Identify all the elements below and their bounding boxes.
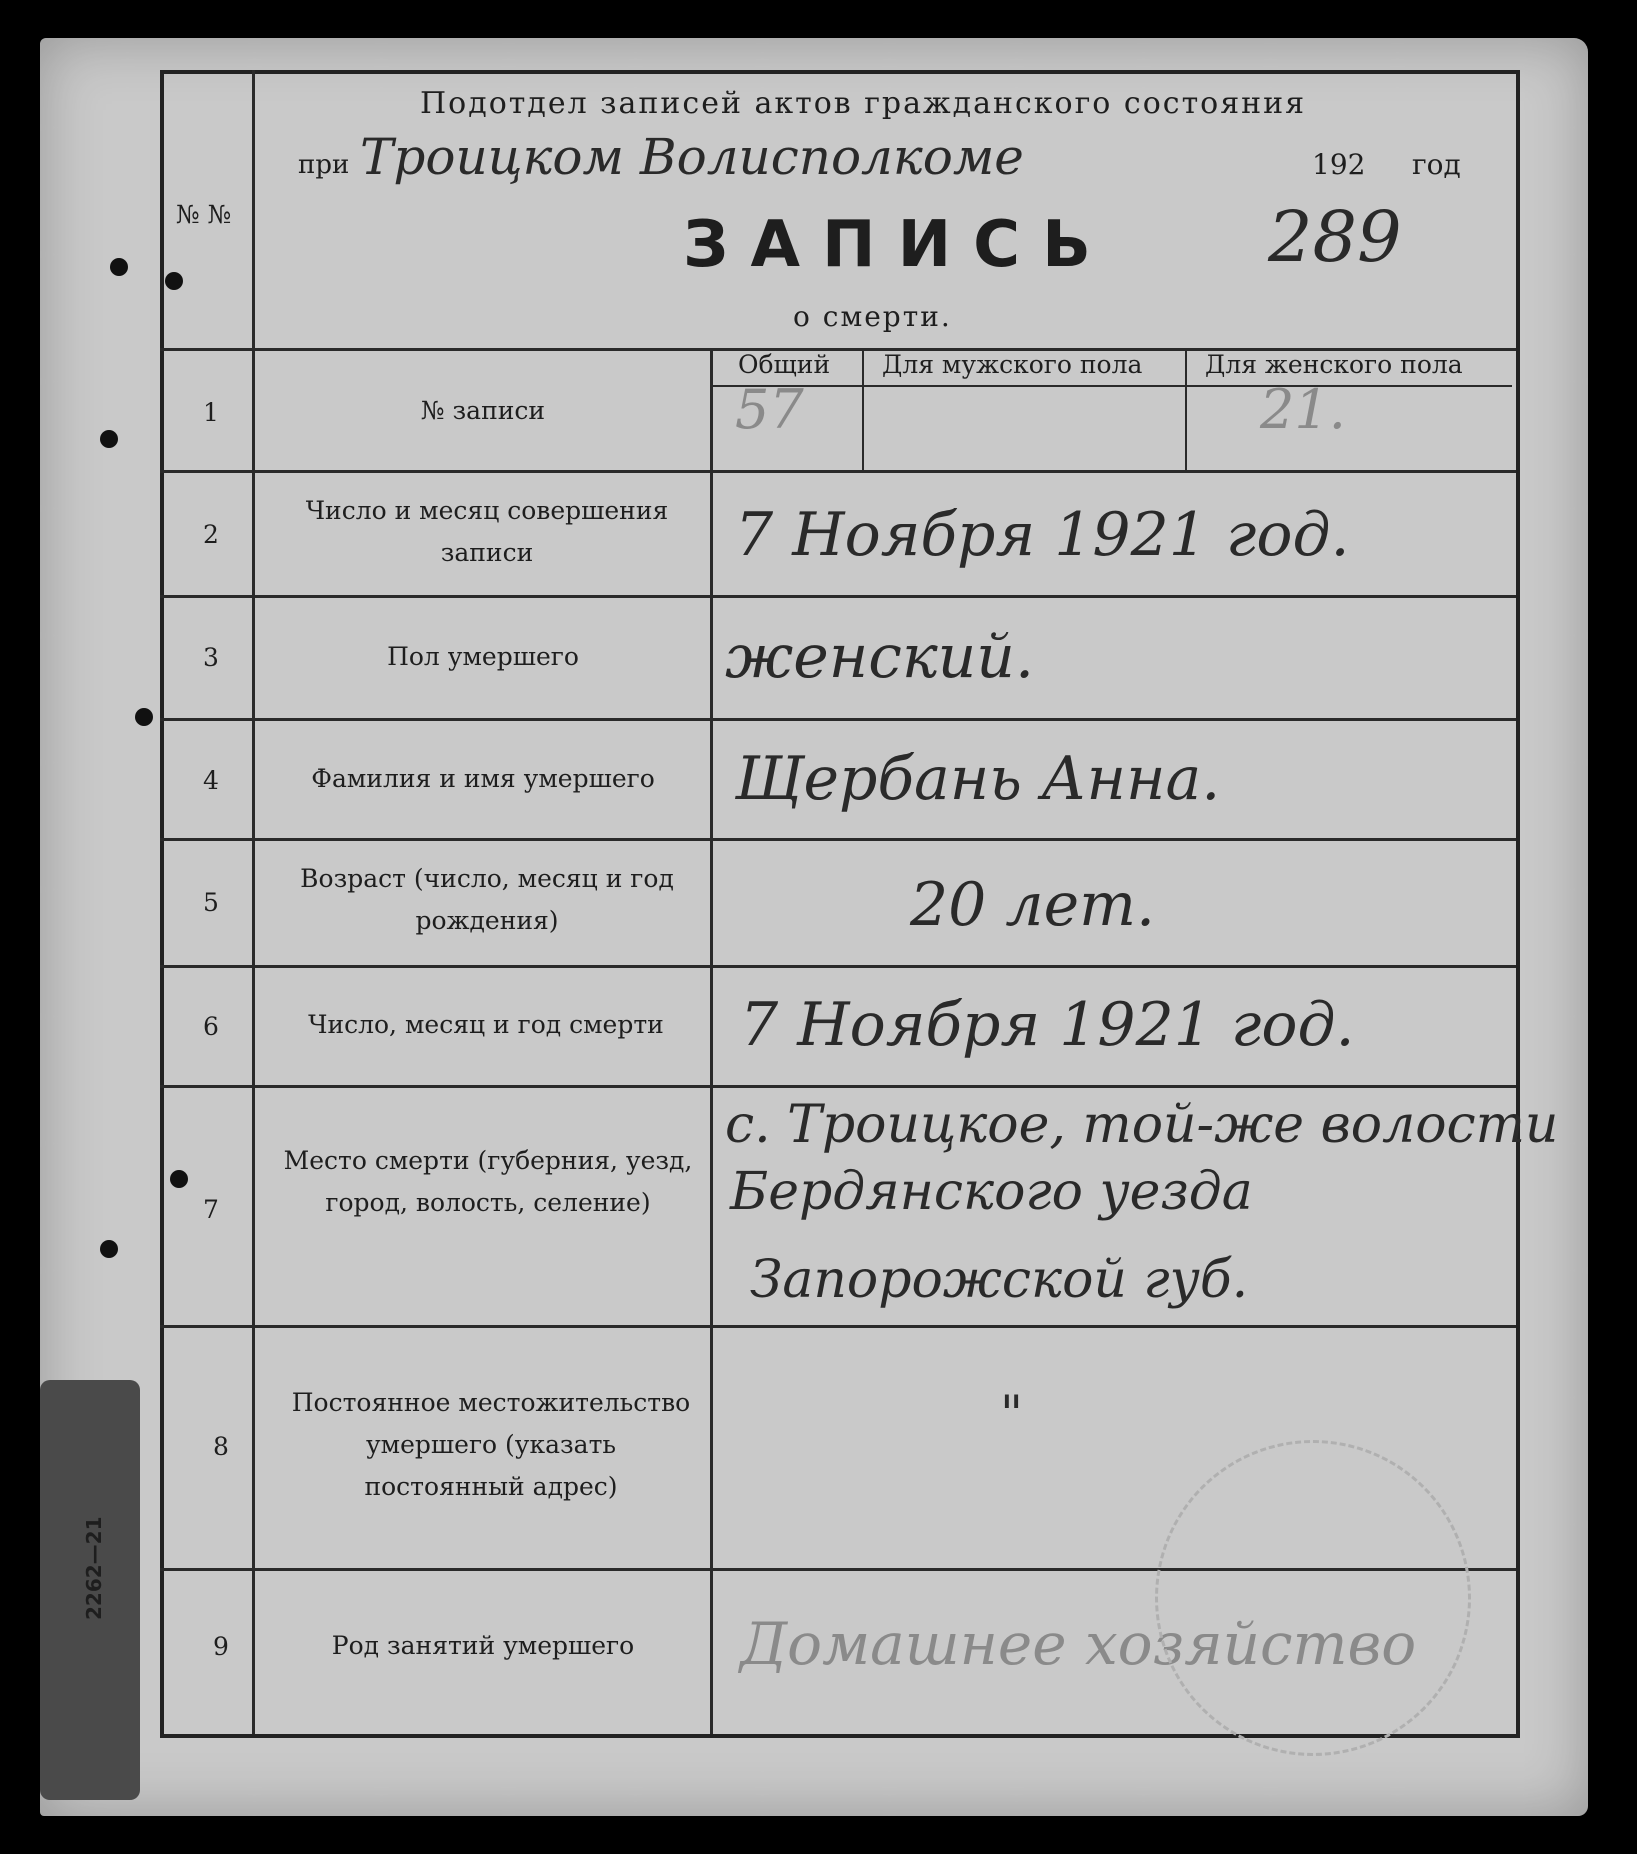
row-number: 1: [203, 398, 219, 427]
page-title: ЗАПИСЬ: [683, 208, 1113, 282]
residence-ditto-handwritten: ": [1000, 1385, 1023, 1443]
official-stamp: [1155, 1440, 1471, 1756]
page-subtitle: о смерти.: [793, 300, 952, 333]
row-divider: [160, 965, 1516, 968]
name-handwritten: Щербань Анна.: [735, 744, 1221, 814]
record-female-handwritten: 21.: [1260, 378, 1346, 441]
death-place-line-1: с. Троицкое, той-же волости: [725, 1095, 1559, 1155]
header-pri: при: [298, 150, 350, 180]
sex-handwritten: женский.: [725, 622, 1035, 692]
age-handwritten: 20 лет.: [910, 870, 1156, 940]
death-place-line-3: Запорожской губ.: [750, 1250, 1249, 1310]
row-label: Фамилия и имя умершего: [311, 764, 655, 793]
row-divider: [160, 1085, 1516, 1088]
header-pri-handwritten: Троицком Волисполкоме: [360, 128, 1024, 186]
row-divider: [160, 595, 1516, 598]
punch-hole: [135, 708, 153, 726]
subheader-male: Для мужского пола: [882, 350, 1143, 379]
punch-hole: [100, 430, 118, 448]
row-number: 3: [203, 643, 219, 672]
column-divider: [252, 70, 255, 1734]
row-number: 6: [203, 1012, 219, 1041]
row-divider: [712, 385, 1512, 387]
row-label: № записи: [420, 396, 546, 425]
row-label: Род занятий умершего: [331, 1631, 635, 1660]
row-divider: [160, 1325, 1516, 1328]
row-number: 2: [203, 520, 219, 549]
occupation-handwritten: Домашнее хозяйство: [740, 1610, 1417, 1678]
subheader-female: Для женского пола: [1205, 350, 1463, 379]
row-number: 8: [213, 1432, 229, 1461]
record-general-handwritten: 57: [735, 378, 804, 441]
row-label: Постоянное местожительство умершего (указать постоянный адрес): [291, 1388, 691, 1501]
header-year-suffix: год: [1412, 148, 1461, 181]
header-year-prefix: 192: [1312, 148, 1366, 181]
numbers-label: № №: [176, 200, 232, 229]
column-divider: [710, 350, 713, 1734]
record-date-handwritten: 7 Ноября 1921 год.: [735, 500, 1350, 570]
row-divider: [160, 838, 1516, 841]
column-divider: [862, 350, 864, 470]
punch-hole: [100, 1240, 118, 1258]
column-divider: [1185, 350, 1187, 470]
row-label: Пол умершего: [387, 642, 579, 671]
record-number-handwritten: 289: [1268, 196, 1402, 278]
row-divider: [160, 470, 1516, 473]
death-place-line-2: Бердянского уезда: [730, 1162, 1253, 1222]
row-divider: [160, 718, 1516, 721]
row-label: Место смерти (губерния, уезд, город, волость, селение): [283, 1146, 693, 1217]
margin-print-number: 2262—21: [82, 1516, 106, 1620]
row-label: Число, месяц и год смерти: [308, 1010, 664, 1039]
row-number: 5: [203, 888, 219, 917]
subheader-general: Общий: [738, 350, 831, 379]
punch-hole: [110, 258, 128, 276]
row-number: 7: [203, 1195, 219, 1224]
death-date-handwritten: 7 Ноября 1921 год.: [740, 990, 1355, 1060]
header-department: Подотдел записей актов гражданского состояния: [420, 86, 1307, 121]
row-number: 4: [203, 766, 219, 795]
row-number: 9: [213, 1632, 229, 1661]
row-label: Число и месяц совершения записи: [305, 496, 669, 567]
row-label: Возраст (число, месяц и год рождения): [300, 864, 674, 935]
